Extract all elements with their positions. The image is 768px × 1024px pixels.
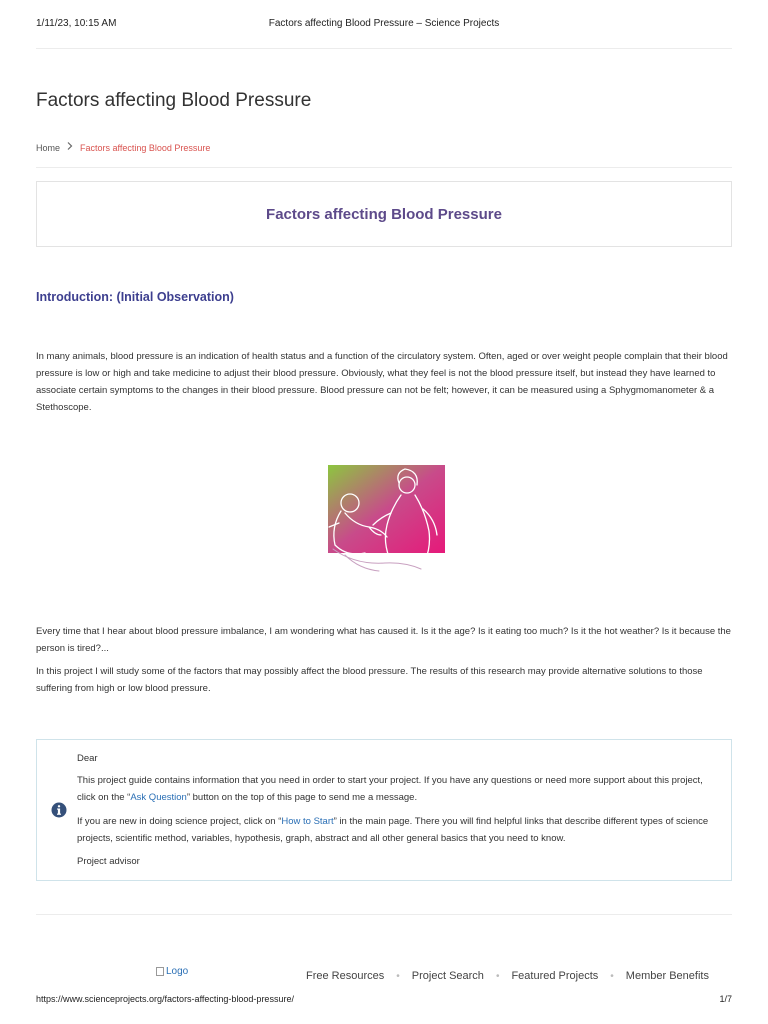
print-datetime: 1/11/23, 10:15 AM xyxy=(36,18,117,29)
footer-logo-alt: Logo xyxy=(166,966,189,977)
project-title: Factors affecting Blood Pressure xyxy=(266,205,502,223)
info-circle-icon xyxy=(51,802,67,818)
notice-line-2 xyxy=(77,813,717,847)
notice-line-2-text-end: ” in the main page. There you will find helpful links that describe different types of science projects, scientific method, variables, hypothesis, graph, abstract and all other general basics that you need to know. xyxy=(77,816,709,844)
notice-line-2-text: If you are new in doing science project, click on “ xyxy=(77,816,282,827)
separator-dot: • xyxy=(396,970,400,982)
footer-link-featured-projects[interactable]: Featured Projects xyxy=(511,970,599,982)
footer-nav xyxy=(306,970,709,982)
notice-line-1-text: This project guide contains information that you need in order to start your project. If you have any questions or need more support about this project, click on the “ xyxy=(77,775,703,803)
notice-line-1-text-end: ” button on the top of this page to send me a message. xyxy=(186,792,418,803)
footer-link-free-resources[interactable]: Free Resources xyxy=(306,970,385,982)
breadcrumb-home[interactable]: Home xyxy=(36,142,61,153)
breadcrumb-current: Factors affecting Blood Pressure xyxy=(80,142,211,153)
separator-dot: • xyxy=(610,970,614,982)
print-header xyxy=(36,18,732,34)
chevron-right-icon xyxy=(67,142,73,153)
how-to-start-link[interactable]: How to Start xyxy=(281,816,334,827)
intro-paragraph-3: In this project I will study some of the factors that may possibly affect the blood pressure. The results of this research may provide alternative solutions to those suffering from high or low blood pressure. xyxy=(36,666,703,694)
notice-signature: Project advisor xyxy=(77,856,140,867)
notice-line-1 xyxy=(77,772,717,806)
project-title-box xyxy=(36,181,732,247)
divider xyxy=(36,914,732,915)
print-url: https://www.scienceprojects.org/factors-affecting-blood-pressure/ xyxy=(36,994,294,1004)
print-document-title: Factors affecting Blood Pressure – Science Projects xyxy=(268,18,500,29)
separator-dot: • xyxy=(495,970,500,982)
footer-link-project-search[interactable]: Project Search xyxy=(411,970,484,982)
page-title: Factors affecting Blood Pressure xyxy=(36,90,312,111)
footer-logo[interactable] xyxy=(156,966,188,977)
footer-link-member-benefits[interactable]: Member Benefits xyxy=(625,970,709,982)
divider xyxy=(36,167,732,168)
breadcrumb xyxy=(36,142,210,153)
divider xyxy=(36,48,732,49)
intro-heading: Introduction: (Initial Observation) xyxy=(36,290,234,304)
doctor-patient-illustration xyxy=(325,465,445,575)
ask-question-link[interactable]: Ask Question xyxy=(130,792,187,803)
intro-paragraph-1: In many animals, blood pressure is an indication of health status and a function of the circulatory system. Often, aged or over weight people complain that their blood pressure is low or high and take medicine to adjust their blood pressure. Obviously, what they feel is not the blood pressure itself, but instead they have learned to associate certain symptoms to the changes in their blood pressure. Blood pressure can not be felt; however, it can be measured using a Sphygmomanometer & a Stethoscope. xyxy=(36,351,728,413)
print-page-count: 1/7 xyxy=(719,994,732,1004)
broken-image-icon xyxy=(156,967,164,976)
intro-paragraph-2: Every time that I hear about blood pressure imbalance, I am wondering what has caused it. Is it the age? Is it eating too much? Is it the hot weather? Is it because the person is tired?... xyxy=(36,626,731,654)
notice-greeting: Dear xyxy=(77,753,98,764)
advisor-notice-box xyxy=(36,739,732,881)
